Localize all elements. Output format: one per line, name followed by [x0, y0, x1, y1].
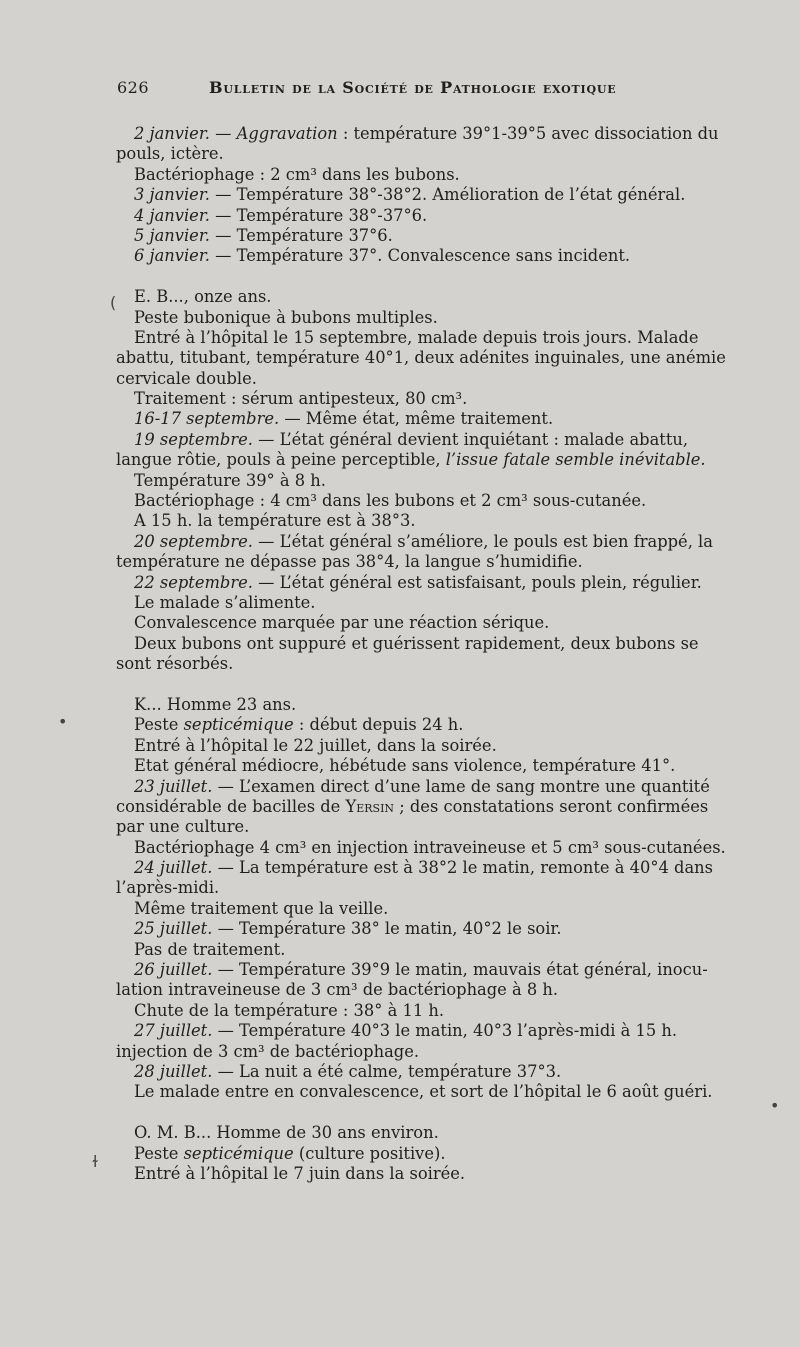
- case3-line: Même traitement que la veille.: [134, 898, 389, 918]
- case3-line: lation intraveineuse de 3 cm³ de bactériophage à 8 h.: [116, 980, 559, 1000]
- case2-line: Convalescence marquée par une réaction sérique.: [134, 613, 550, 633]
- case3-line: l’après-midi.: [116, 878, 220, 898]
- case2-line: Bactériophage : 4 cm³ dans les bubons et 2 cm³ sous-cutanée.: [134, 491, 647, 511]
- case3-line: injection de 3 cm³ de bactériophage.: [116, 1041, 420, 1061]
- case3-line: 26 juillet. — Température 39°9 le matin, mauvais état général, inocu-: [134, 960, 708, 980]
- page-number: 626: [117, 78, 150, 97]
- case2-line: 16-17 septembre. — Même état, même traitement.: [134, 409, 554, 429]
- case1-line: 5 janvier. — Température 37°6.: [134, 225, 393, 245]
- case4-line: O. M. B... Homme de 30 ans environ.: [134, 1123, 439, 1143]
- case2-line: langue rôtie, pouls à peine perceptible, l’issue fatale semble inévitable.: [116, 450, 706, 470]
- body-text: [116, 124, 760, 1184]
- case3-line: par une culture.: [116, 817, 250, 837]
- case2-line: abattu, titubant, température 40°1, deux adénites inguinales, une anémie: [116, 348, 726, 368]
- case3-line: Bactériophage 4 cm³ en injection intraveineuse et 5 cm³ sous-cutanées.: [134, 837, 726, 857]
- case3-line: K... Homme 23 ans.: [134, 694, 297, 714]
- case1-line: 6 janvier. — Température 37°. Convalescence sans incident.: [134, 246, 631, 266]
- case2-line: Traitement : sérum antipesteux, 80 cm³.: [134, 389, 468, 409]
- case3-line: 25 juillet. — Température 38° le matin, 40°2 le soir.: [134, 919, 562, 939]
- case2-line: Entré à l’hôpital le 15 septembre, malade depuis trois jours. Malade: [134, 327, 699, 347]
- case2-line: sont résorbés.: [116, 654, 234, 674]
- case3-line: 23 juillet. — L’examen direct d’une lame de sang montre une quantité: [134, 776, 710, 796]
- case2-line: température ne dépasse pas 38°4, la langue s’humidifie.: [116, 552, 583, 572]
- case2-line: Température 39° à 8 h.: [134, 470, 326, 490]
- case1-line: Bactériophage : 2 cm³ dans les bubons.: [134, 164, 460, 184]
- case3-line: 28 juillet. — La nuit a été calme, température 37°3.: [134, 1061, 562, 1081]
- case3-line: Chute de la température : 38° à 11 h.: [134, 1000, 445, 1020]
- margin-dot-icon: •: [770, 1096, 780, 1115]
- case2-line: Deux bubons ont suppuré et guérissent rapidement, deux bubons se: [134, 633, 699, 653]
- journal-title: Bulletin de la Société de Pathologie exotique: [209, 78, 617, 97]
- case3-line: Etat général médiocre, hébétude sans violence, température 41°.: [134, 756, 676, 776]
- case2-line: Peste bubonique à bubons multiples.: [134, 307, 438, 327]
- case2-line: cervicale double.: [116, 368, 257, 388]
- case2-line: A 15 h. la température est à 38°3.: [134, 511, 416, 531]
- margin-dot-icon: •: [58, 712, 68, 731]
- case2-line: E. B..., onze ans.: [134, 287, 272, 307]
- case4-line: Entré à l’hôpital le 7 juin dans la soirée.: [134, 1163, 466, 1183]
- case3-line: 27 juillet. — Température 40°3 le matin, 40°3 l’après-midi à 15 h.: [134, 1021, 678, 1041]
- case3-line: Le malade entre en convalescence, et sort de l’hôpital le 6 août guéri.: [134, 1082, 713, 1102]
- case3-line: considérable de bacilles de Yersin ; des constatations seront confirmées: [116, 796, 709, 816]
- case1-line: 4 janvier. — Température 38°-37°6.: [134, 205, 428, 225]
- case3-line: 24 juillet. — La température est à 38°2 le matin, remonte à 40°4 dans: [134, 858, 713, 878]
- case1-line: 2 janvier. — Aggravation : température 39°1-39°5 avec dissociation du: [134, 124, 719, 143]
- case3-line: Pas de traitement.: [134, 939, 286, 959]
- case2-line: Le malade s’alimente.: [134, 592, 316, 612]
- case2-line: 22 septembre. — L’état général est satisfaisant, pouls plein, régulier.: [134, 572, 702, 592]
- case1-line: 3 janvier. — Température 38°-38°2. Amélioration de l’état général.: [134, 185, 686, 205]
- case3-line: Peste septicémique : début depuis 24 h.: [134, 715, 464, 735]
- case1-line: pouls, ictère.: [116, 144, 224, 164]
- margin-mark-icon: (: [110, 293, 117, 312]
- margin-mark-icon: ɫ: [92, 1152, 99, 1171]
- running-header: [117, 78, 677, 97]
- case2-line: 20 septembre. — L’état général s’améliore, le pouls est bien frappé, la: [134, 531, 713, 551]
- case3-line: Entré à l’hôpital le 22 juillet, dans la soirée.: [134, 735, 497, 755]
- case4-line: Peste septicémique (culture positive).: [134, 1143, 446, 1163]
- case2-line: 19 septembre. — L’état général devient inquiétant : malade abattu,: [134, 429, 689, 449]
